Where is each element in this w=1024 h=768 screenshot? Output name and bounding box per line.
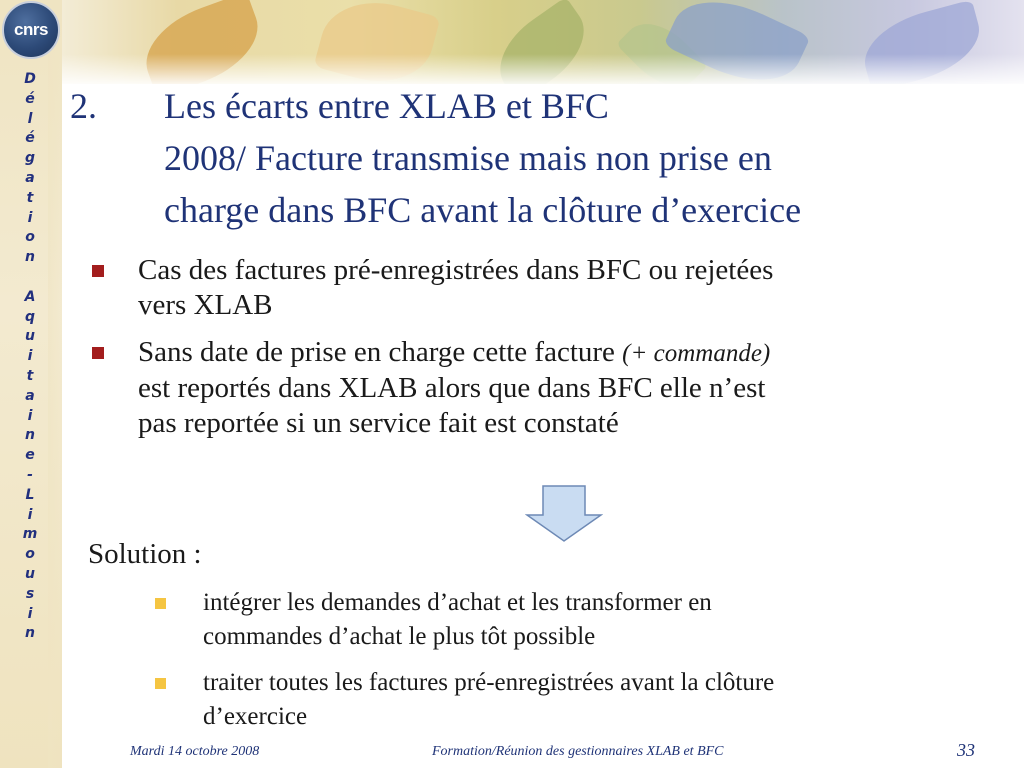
- vertical-label-letter: i: [27, 209, 33, 226]
- vertical-label-letter: i: [27, 348, 33, 365]
- bullet-line: vers XLAB: [138, 289, 273, 321]
- title-line: Les écarts entre XLAB et BFC: [164, 86, 609, 126]
- vertical-label-letter: a: [25, 169, 35, 186]
- vertical-label-letter: -: [27, 466, 33, 483]
- vertical-label-letter: g: [24, 150, 36, 167]
- vertical-label-letter: q: [24, 308, 36, 325]
- square-sub-bullet-icon: [155, 598, 166, 609]
- vertical-label-letter: o: [25, 229, 35, 246]
- bullet-line: est reportés dans XLAB alors que dans BFC elle n’est: [138, 372, 766, 404]
- sub-bullet-item: [153, 586, 1013, 654]
- top-decorative-banner: [62, 0, 1024, 84]
- logo-text: cnrs: [14, 20, 48, 39]
- page-number: 33: [957, 740, 975, 760]
- sub-bullet-line: traiter toutes les factures pré-enregistrées avant la clôture: [203, 669, 775, 696]
- vertical-label-letter: é: [25, 130, 35, 147]
- vertical-label-letter: t: [26, 367, 34, 384]
- footer-title: Formation/Réunion des gestionnaires XLAB et BFC: [432, 744, 724, 759]
- bullet-item: [92, 253, 1017, 323]
- sub-bullet-line: commandes d’achat le plus tôt possible: [203, 623, 596, 650]
- vertical-label-letter: m: [22, 526, 38, 543]
- title-number: 2.: [70, 86, 97, 126]
- sub-bullet-list: [153, 586, 1013, 746]
- vertical-label-letter: u: [25, 328, 35, 345]
- vertical-label-letter: u: [25, 565, 35, 582]
- bullet-text: Sans date de prise en charge cette facture: [138, 336, 623, 368]
- vertical-label-letter: i: [27, 605, 33, 622]
- bullet-line: [138, 335, 1017, 371]
- vertical-label-letter: L: [25, 486, 35, 503]
- vertical-label-letter: t: [26, 189, 34, 206]
- vertical-label-letter: l: [27, 110, 33, 127]
- sub-bullet-item: [153, 666, 1013, 734]
- title-text: [164, 80, 1004, 236]
- bullet-line: pas reportée si un service fait est constaté: [138, 407, 619, 439]
- cnrs-logo-icon: [2, 1, 60, 59]
- bullet-list: [92, 253, 1017, 453]
- sub-bullet-line: intégrer les demandes d’achat et les transformer en: [203, 589, 712, 616]
- vertical-label-letter: i: [27, 506, 33, 523]
- footer-date: Mardi 14 octobre 2008: [130, 744, 260, 759]
- square-bullet-icon: [92, 265, 104, 277]
- vertical-label-letter: s: [25, 585, 35, 602]
- square-bullet-icon: [92, 347, 104, 359]
- title-line: charge dans BFC avant la clôture d’exercice: [164, 190, 802, 230]
- vertical-label-letter: n: [25, 249, 35, 266]
- vertical-label-letter: e: [25, 447, 35, 464]
- bullet-italic-note: (+ commande): [622, 340, 771, 367]
- vertical-label-letter: i: [27, 407, 33, 424]
- vertical-label-letter: A: [24, 288, 36, 305]
- sub-bullet-line: d’exercice: [203, 703, 308, 730]
- vertical-label-letter: a: [25, 387, 35, 404]
- vertical-label-letter: n: [25, 427, 35, 444]
- vertical-label-letter: D: [24, 71, 36, 87]
- left-decorative-band: [0, 0, 62, 768]
- title-line: 2008/ Facture transmise mais non prise en: [164, 138, 772, 178]
- solution-label: Solution :: [88, 538, 202, 570]
- bullet-item: [92, 335, 1017, 441]
- down-arrow-icon: [525, 485, 603, 543]
- vertical-region-label: [12, 70, 48, 644]
- vertical-label-letter: é: [25, 90, 35, 107]
- vertical-label-letter: n: [25, 625, 35, 642]
- bullet-line: Cas des factures pré-enregistrées dans BFC ou rejetées: [138, 254, 774, 286]
- square-sub-bullet-icon: [155, 678, 166, 689]
- vertical-label-letter: [28, 268, 33, 288]
- vertical-label-letter: o: [25, 546, 35, 563]
